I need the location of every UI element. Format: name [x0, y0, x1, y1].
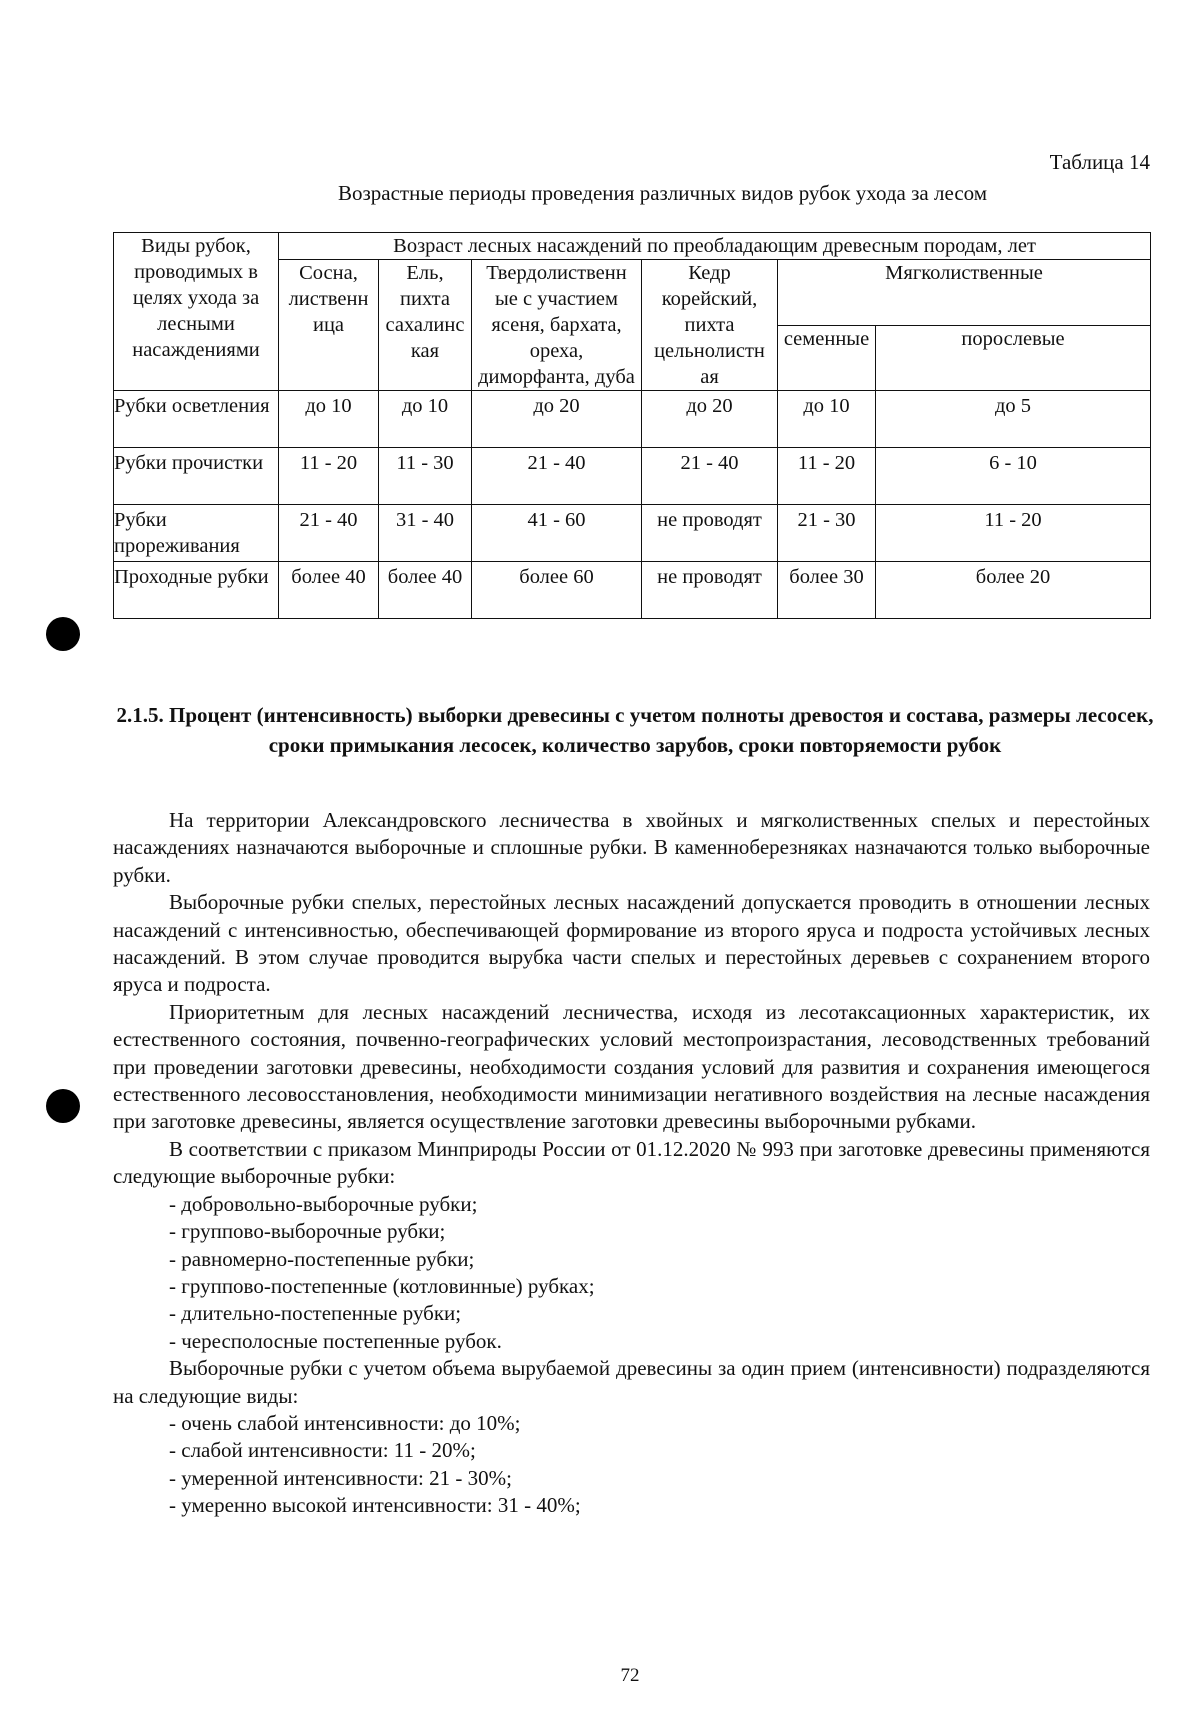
- list-item: - очень слабой интенсивности: до 10%;: [169, 1410, 521, 1435]
- list-item: - умеренно высокой интенсивности: 31 - 40%;: [169, 1493, 581, 1518]
- table-cell: не проводят: [642, 562, 778, 619]
- table-cell: до 10: [279, 391, 379, 448]
- list-item: - группово-выборочные рубки;: [169, 1219, 446, 1244]
- table-group-header: Возраст лесных насаждений по преобладающим древесным породам, лет: [279, 233, 1151, 260]
- table-cell: 21 - 40: [642, 448, 778, 505]
- list-item: - чересполосные постепенные рубок.: [169, 1328, 502, 1353]
- row-header: Рубки осветления: [114, 391, 279, 448]
- age-periods-table: [113, 232, 1151, 619]
- column-header: Ель, пихта сахалинс кая: [379, 260, 472, 391]
- table-header-row: [114, 233, 1151, 260]
- table-cell: до 5: [876, 391, 1151, 448]
- table-cell: более 40: [279, 562, 379, 619]
- column-header: семенные: [778, 325, 876, 391]
- list-item: - длительно-постепенные рубки;: [169, 1301, 462, 1326]
- list-item: - слабой интенсивности: 11 - 20%;: [169, 1438, 476, 1463]
- table-cell: 41 - 60: [472, 505, 642, 562]
- table-cell: более 40: [379, 562, 472, 619]
- row-header: Рубки прочистки: [114, 448, 279, 505]
- table-row: [114, 391, 1151, 448]
- table-corner-header: Виды рубок, проводимых в целях ухода за лесными насаждениями: [114, 233, 279, 391]
- table-cell: не проводят: [642, 505, 778, 562]
- column-header: Твердолиственн ые с участием ясеня, бархата, ореха, диморфанта, дуба: [472, 260, 642, 391]
- list-item: - равномерно-постепенные рубки;: [169, 1246, 475, 1271]
- table-row: [114, 562, 1151, 619]
- table-cell: до 10: [778, 391, 876, 448]
- paragraph: На территории Александровского лесничества в хвойных и мягколиственных спелых и перестойных насаждениях назначаются выборочные и сплошные рубки. В каменноберезняках назначаются только выборочные рубки.: [113, 808, 1150, 887]
- row-header: Рубки прореживания: [114, 505, 279, 562]
- table-cell: до 10: [379, 391, 472, 448]
- punch-hole: [46, 1089, 80, 1123]
- table-cell: 11 - 20: [778, 448, 876, 505]
- intensity-list: [113, 1410, 1150, 1520]
- paragraph: Выборочные рубки с учетом объема вырубаемой древесины за один прием (интенсивности) подразделяются на следующие виды:: [113, 1356, 1150, 1408]
- cutting-types-list: [113, 1191, 1150, 1355]
- table-cell: более 30: [778, 562, 876, 619]
- body-text: [113, 807, 1150, 1520]
- table-cell: 31 - 40: [379, 505, 472, 562]
- column-header: Сосна, лиственн ица: [279, 260, 379, 391]
- table-title: Возрастные периоды проведения различных видов рубок ухода за лесом: [337, 181, 988, 205]
- table-cell: 6 - 10: [876, 448, 1151, 505]
- column-header: порослевые: [876, 325, 1151, 391]
- column-header: Кедр корейский, пихта цельнолистн ая: [642, 260, 778, 391]
- punch-hole: [46, 617, 80, 651]
- row-header: Проходные рубки: [114, 562, 279, 619]
- paragraph: В соответствии с приказом Минприроды России от 01.12.2020 № 993 при заготовке древесины применяются следующие выборочные рубки:: [113, 1136, 1150, 1189]
- list-item: - умеренной интенсивности: 21 - 30%;: [169, 1465, 512, 1490]
- table-row: [114, 448, 1151, 505]
- table-cell: более 60: [472, 562, 642, 619]
- table-cell: 21 - 40: [472, 448, 642, 505]
- paragraph: Приоритетным для лесных насаждений лесничества, исходя из лесотаксационных характеристик, их естественного состояния, почвенно-географических условий местопроизрастания, лесоводственных требований при проведении заготовки древесины, необходимости создания условий для развития и сохранения имеющегося естественного лесовосстановления, необходимости минимизации негативного воздействия на лесные насаждения при заготовке древесины, является осуществление заготовки древесины выборочными рубками.: [113, 999, 1150, 1134]
- table-label: Таблица 14: [1049, 150, 1150, 174]
- section-heading: 2.1.5. Процент (интенсивность) выборки древесины с учетом полноты древостоя и состава, размеры лесосек, сроки примыкания лесосек, количество зарубов, сроки повторяемости рубок: [116, 703, 1154, 757]
- paragraph: Выборочные рубки спелых, перестойных лесных насаждений допускается проводить в отношении лесных насаждений с интенсивностью, обеспечивающей формирование из второго яруса и подроста устойчивых лесных насаждений. В этом случае проводится вырубка части спелых и перестойных деревьев с сохранением второго яруса и подроста.: [113, 890, 1150, 997]
- table-cell: 21 - 30: [778, 505, 876, 562]
- table-row: [114, 505, 1151, 562]
- table-cell: 11 - 20: [279, 448, 379, 505]
- soft-group-header: Мягколиственные: [778, 260, 1151, 326]
- table-cell: 11 - 20: [876, 505, 1151, 562]
- table-cell: 11 - 30: [379, 448, 472, 505]
- table-cell: более 20: [876, 562, 1151, 619]
- table-cell: до 20: [642, 391, 778, 448]
- list-item: - добровольно-выборочные рубки;: [169, 1191, 478, 1216]
- table-cell: 21 - 40: [279, 505, 379, 562]
- table-cell: до 20: [472, 391, 642, 448]
- list-item: - группово-постепенные (котловинные) рубках;: [169, 1273, 595, 1298]
- page-number: 72: [620, 1665, 640, 1686]
